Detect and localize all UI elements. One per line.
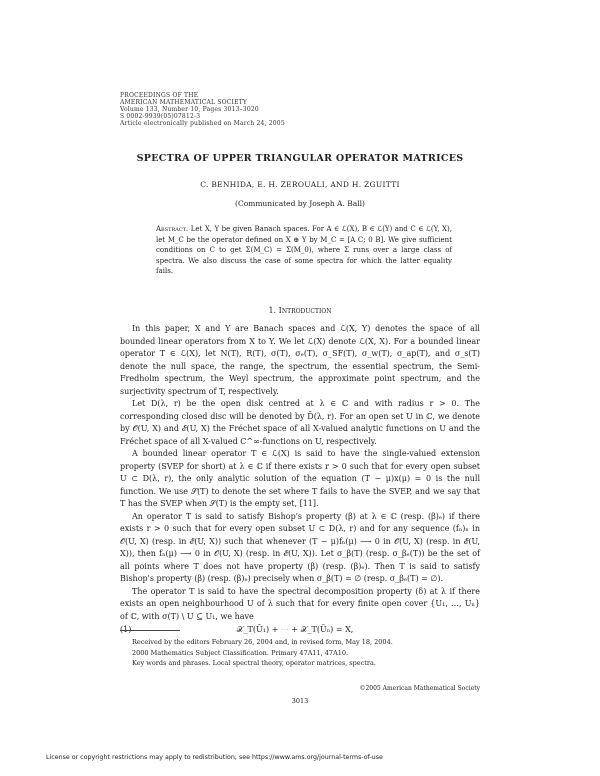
abstract xyxy=(156,224,452,277)
abstract-label: Abstract. xyxy=(156,225,189,233)
body-text xyxy=(120,323,480,637)
footnote-keywords: Key words and phrases. Local spectral theory, operator matrices, spectra. xyxy=(132,659,376,667)
section-number: 1. xyxy=(268,306,277,315)
equation-number: (1) xyxy=(120,625,132,634)
section-title: Introduction xyxy=(278,306,332,315)
footnote-rule xyxy=(120,630,180,631)
paragraph: An operator T is said to satisfy Bishop's property (β) at λ ∈ ℂ (resp. (β)ₑ) if there exists r > 0 such that for every open subset U ⊂ D(λ, r) and for any sequence (fₙ)ₙ in 𝒪(U, X) (resp. in ℰ(U, X)) such that whenever (T − μ)fₙ(μ) ⟶ 0 in 𝒪(U, X) (resp. in ℰ(U, X)), then fₙ(μ) ⟶ 0 in 𝒪(U, X) (resp. in ℰ(U, X)). Let σ_β(T) (resp. σ_βₑ(T)) be the set of all points where T does not have property (β) (resp. (β)ₑ). Then T is said to satisfy Bishop's property (β) (resp. (β)ₑ) precisely when σ_β(T) = ∅ (resp. σ_βₑ(T) = ∅). xyxy=(120,511,480,583)
communicated-by: (Communicated by Joseph A. Ball) xyxy=(235,199,365,208)
paragraph: A bounded linear operator T ∈ ℒ(X) is said to have the single-valued extension property (SVEP for short) at λ ∈ ℂ if there exists r > 0 such that for every open subset U ⊂ D(λ, r), the only analytic solution of the equation (T − μ)x(μ) = 0 is the null function. We use 𝒮(T) to denote the set where T fails to have the SVEP, and we say that T has the SVEP when 𝒮(T) is the empty set, [11]. xyxy=(120,449,480,508)
footnote-received: Received by the editors February 26, 2004 and, in revised form, May 18, 2004. xyxy=(132,638,393,646)
journal-header xyxy=(120,92,285,127)
section-heading xyxy=(0,306,600,315)
footnote-msc: 2000 Mathematics Subject Classification. Primary 47A11, 47A10. xyxy=(132,648,349,657)
header-line-3: Volume 133, Number 10, Pages 3013–3020 xyxy=(120,106,259,113)
paper-title: SPECTRA OF UPPER TRIANGULAR OPERATOR MATRICES xyxy=(136,153,464,164)
header-line-1: PROCEEDINGS OF THE xyxy=(120,92,199,99)
header-line-5: Article electronically published on March 24, 2005 xyxy=(120,120,285,127)
footnotes xyxy=(120,637,480,669)
equation-text: 𝒳_T(Ū₁) + ⋯ + 𝒳_T(Ūₙ) = X, xyxy=(236,625,354,634)
paragraph: In this paper, X and Y are Banach spaces and ℒ(X, Y) denotes the space of all bounded linear operators from X to Y. We let ℒ(X) denote ℒ(X, X). For a bounded linear operator T ∈ ℒ(X), let N(T), R(T), σ(T), σₑ(T), σ_SF(T), σ_w(T), σ_ap(T), and σ_s(T) denote the null space, the range, the spectrum, the essential spectrum, the Semi-Fredholm spectrum, the Weyl spectrum, the approximate point spectrum, and the surjectivity spectrum of T, respectively. xyxy=(120,324,480,396)
header-line-4: S 0002-9939(05)07812-3 xyxy=(120,113,201,120)
abstract-text: Let X, Y be given Banach spaces. For A ∈ ℒ(X), B ∈ ℒ(Y) and C ∈ ℒ(Y, X), let M_C be the operator defined on X ⊕ Y by M_C = [A C; 0 B]. We give sufficient conditions on C to get Σ(M_C) = Σ(M_0), where Σ runs over a large class of spectra. We also discuss the case of some spectra for which the latter equality fails. xyxy=(156,225,452,276)
paragraph: The operator T is said to have the spectral decomposition property (δ) at λ if there exists an open neighbourhood U of λ such that for every finite open cover {U₁, …, Uₙ} of ℂ, with σ(T) \ U ⊆ U₁, we have xyxy=(120,586,480,621)
header-line-2: AMERICAN MATHEMATICAL SOCIETY xyxy=(120,99,248,106)
copyright-notice: ©2005 American Mathematical Society xyxy=(359,685,480,692)
paper-authors: C. BENHIDA, E. H. ZEROUALI, AND H. ZGUITTI xyxy=(200,180,400,189)
license-footer: License or copyright restrictions may apply to redistribution; see https://www.ams.org/journal-terms-of-use xyxy=(46,754,383,761)
paragraph: Let D(λ, r) be the open disk centred at λ ∈ ℂ and with radius r > 0. The corresponding closed disc will be denoted by D̄(λ, r). For an open set U in ℂ, we denote by 𝒪(U, X) and ℰ(U, X) the Fréchet space of all X-valued analytic functions on U and the Fréchet space of all X-valued C^∞-functions on U, respectively. xyxy=(120,399,480,446)
page-number: 3013 xyxy=(291,697,309,705)
